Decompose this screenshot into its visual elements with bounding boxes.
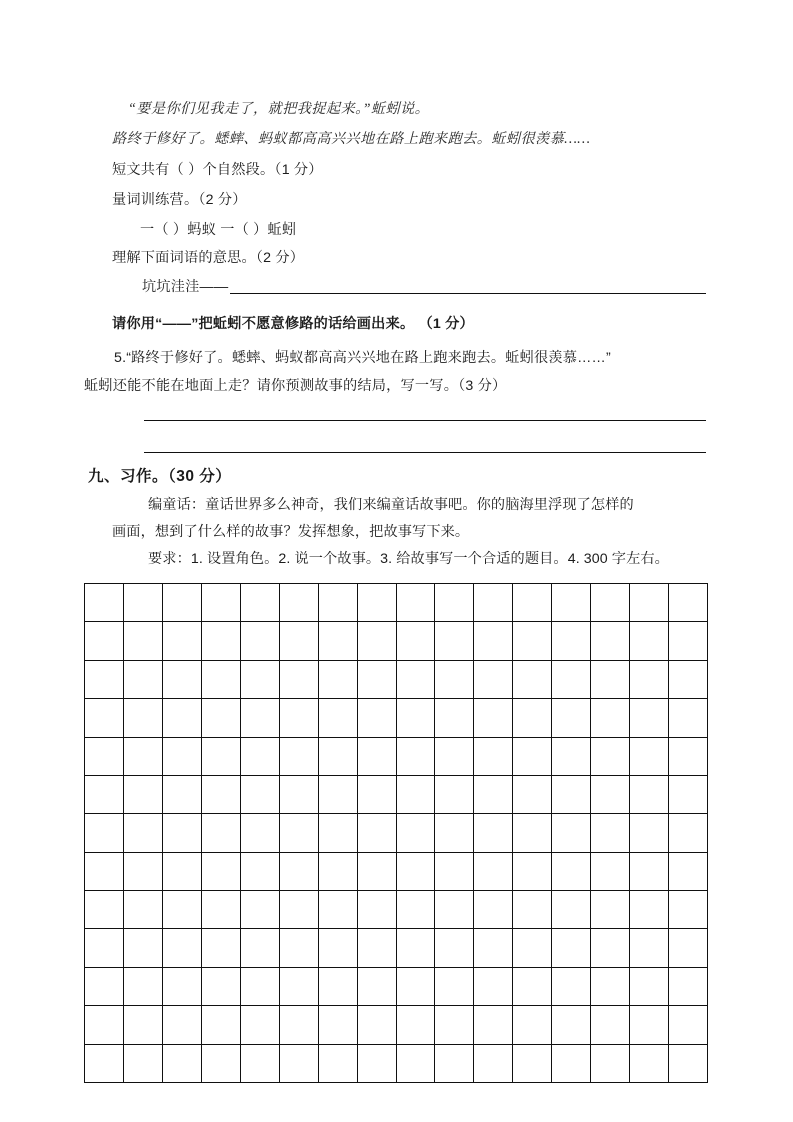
writing-grid-cell[interactable] (513, 622, 552, 660)
writing-grid-cell[interactable] (163, 1006, 202, 1044)
writing-grid-cell[interactable] (630, 929, 669, 967)
writing-grid-cell[interactable] (241, 738, 280, 776)
writing-grid-cell[interactable] (669, 699, 708, 737)
writing-grid-cell[interactable] (124, 661, 163, 699)
writing-grid-cell[interactable] (85, 929, 124, 967)
writing-grid-cell[interactable] (513, 891, 552, 929)
writing-grid-cell[interactable] (85, 738, 124, 776)
writing-grid-cell[interactable] (474, 661, 513, 699)
writing-grid-cell[interactable] (319, 1045, 358, 1083)
writing-grid-cell[interactable] (85, 776, 124, 814)
question-5-answer-rule-2[interactable] (144, 452, 706, 453)
question-1: 短文共有（ ）个自然段。（1 分） (112, 162, 323, 178)
writing-grid-cell[interactable] (591, 738, 630, 776)
writing-grid-cell[interactable] (319, 891, 358, 929)
writing-grid-cell[interactable] (280, 968, 319, 1006)
writing-grid-cell[interactable] (202, 1045, 241, 1083)
writing-grid-cell[interactable] (591, 661, 630, 699)
writing-grid-cell[interactable] (319, 776, 358, 814)
writing-grid-cell[interactable] (280, 738, 319, 776)
writing-grid-cell[interactable] (669, 1045, 708, 1083)
writing-grid-cell[interactable] (202, 1006, 241, 1044)
writing-grid-cell[interactable] (474, 738, 513, 776)
writing-grid-cell[interactable] (85, 699, 124, 737)
writing-grid-cell[interactable] (241, 1006, 280, 1044)
writing-grid-cell[interactable] (591, 853, 630, 891)
writing-grid-cell[interactable] (474, 853, 513, 891)
writing-grid-cell[interactable] (85, 853, 124, 891)
writing-grid-cell[interactable] (85, 814, 124, 852)
writing-grid-cell[interactable] (552, 776, 591, 814)
writing-grid-cell[interactable] (474, 814, 513, 852)
writing-grid-cell[interactable] (552, 814, 591, 852)
writing-grid-cell[interactable] (85, 584, 124, 622)
writing-grid-cell[interactable] (474, 622, 513, 660)
writing-grid-cell[interactable] (397, 929, 436, 967)
writing-grid-cell[interactable] (124, 1045, 163, 1083)
writing-grid-cell[interactable] (280, 699, 319, 737)
writing-grid-cell[interactable] (163, 1045, 202, 1083)
writing-grid-cell[interactable] (163, 661, 202, 699)
writing-grid-cell[interactable] (397, 853, 436, 891)
writing-grid-cell[interactable] (552, 929, 591, 967)
writing-grid-cell[interactable] (669, 776, 708, 814)
writing-grid-cell[interactable] (319, 661, 358, 699)
writing-grid-cell[interactable] (513, 738, 552, 776)
writing-grid-cell[interactable] (435, 1045, 474, 1083)
writing-grid-cell[interactable] (85, 622, 124, 660)
writing-grid-cell[interactable] (319, 853, 358, 891)
writing-grid-cell[interactable] (358, 929, 397, 967)
writing-grid-cell[interactable] (85, 661, 124, 699)
writing-grid-cell[interactable] (124, 814, 163, 852)
writing-grid-cell[interactable] (591, 814, 630, 852)
writing-grid-cell[interactable] (630, 622, 669, 660)
passage-line-1: “要是你们见我走了，就把我捉起来。”蚯蚓说。 (128, 101, 430, 117)
writing-grid-cell[interactable] (513, 1045, 552, 1083)
writing-grid-cell[interactable] (163, 853, 202, 891)
writing-grid-cell[interactable] (280, 622, 319, 660)
writing-grid-cell[interactable] (202, 853, 241, 891)
writing-grid-cell[interactable] (163, 622, 202, 660)
writing-grid-cell[interactable] (435, 891, 474, 929)
writing-grid-cell[interactable] (358, 584, 397, 622)
writing-grid-cell[interactable] (630, 1045, 669, 1083)
writing-grid-cell[interactable] (202, 699, 241, 737)
writing-grid-cell[interactable] (163, 891, 202, 929)
writing-grid-cell[interactable] (358, 814, 397, 852)
passage-line-2: 路终于修好了。蟋蟀、蚂蚁都高高兴兴地在路上跑来跑去。蚯蚓很羡慕…… (112, 131, 591, 147)
writing-grid-cell[interactable] (552, 1045, 591, 1083)
writing-grid-cell[interactable] (280, 814, 319, 852)
writing-grid-cell[interactable] (358, 968, 397, 1006)
writing-grid-cell[interactable] (397, 661, 436, 699)
writing-grid-cell[interactable] (124, 699, 163, 737)
writing-grid-cell[interactable] (552, 853, 591, 891)
writing-grid-cell[interactable] (435, 661, 474, 699)
writing-grid-cell[interactable] (552, 891, 591, 929)
writing-grid-cell[interactable] (669, 814, 708, 852)
writing-grid-cell[interactable] (163, 738, 202, 776)
writing-grid-cell[interactable] (358, 738, 397, 776)
writing-grid-cell[interactable] (435, 1006, 474, 1044)
writing-grid-cell[interactable] (591, 776, 630, 814)
writing-grid-cell[interactable] (358, 853, 397, 891)
writing-grid-cell[interactable] (591, 584, 630, 622)
writing-grid-cell[interactable] (552, 661, 591, 699)
writing-grid-cell[interactable] (124, 738, 163, 776)
writing-grid-cell[interactable] (591, 1045, 630, 1083)
writing-grid-cell[interactable] (630, 891, 669, 929)
writing-grid-cell[interactable] (669, 853, 708, 891)
question-3-answer-rule[interactable] (230, 293, 706, 294)
writing-grid-cell[interactable] (124, 776, 163, 814)
writing-grid-cell[interactable] (397, 699, 436, 737)
writing-grid-cell[interactable] (397, 1045, 436, 1083)
writing-grid-cell[interactable] (630, 968, 669, 1006)
writing-grid-cell[interactable] (474, 1045, 513, 1083)
writing-grid-cell[interactable] (513, 968, 552, 1006)
writing-grid-cell[interactable] (241, 699, 280, 737)
composition-writing-grid[interactable] (84, 583, 708, 1083)
writing-grid-cell[interactable] (513, 661, 552, 699)
composition-requirements: 要求：1. 设置角色。2. 说一个故事。3. 给故事写一个合适的题目。4. 300 字左右。 (148, 551, 669, 567)
writing-grid-cell[interactable] (591, 622, 630, 660)
writing-grid-cell[interactable] (163, 968, 202, 1006)
writing-grid-cell[interactable] (358, 661, 397, 699)
writing-grid-cell[interactable] (319, 738, 358, 776)
question-5-line-1: 5.“路终于修好了。蟋蟀、蚂蚁都高高兴兴地在路上跑来跑去。蚯蚓很羡慕……” (114, 350, 611, 366)
writing-grid-cell[interactable] (630, 584, 669, 622)
writing-grid-cell[interactable] (397, 891, 436, 929)
writing-grid-cell[interactable] (202, 661, 241, 699)
writing-grid-cell[interactable] (669, 968, 708, 1006)
writing-grid-cell[interactable] (124, 622, 163, 660)
writing-grid-cell[interactable] (124, 584, 163, 622)
writing-grid-cell[interactable] (280, 891, 319, 929)
writing-grid-cell[interactable] (241, 968, 280, 1006)
writing-grid-cell[interactable] (435, 622, 474, 660)
writing-grid-cell[interactable] (280, 1006, 319, 1044)
writing-grid-cell[interactable] (358, 891, 397, 929)
writing-grid-cell[interactable] (241, 891, 280, 929)
writing-grid-cell[interactable] (591, 968, 630, 1006)
writing-grid-cell[interactable] (202, 929, 241, 967)
writing-grid-cell[interactable] (474, 1006, 513, 1044)
writing-grid-cell[interactable] (397, 584, 436, 622)
writing-grid-cell[interactable] (241, 584, 280, 622)
writing-grid-cell[interactable] (202, 968, 241, 1006)
writing-grid-cell[interactable] (124, 929, 163, 967)
writing-grid-cell[interactable] (319, 968, 358, 1006)
writing-grid-cell[interactable] (513, 814, 552, 852)
writing-grid-cell[interactable] (358, 1045, 397, 1083)
writing-grid-cell[interactable] (552, 699, 591, 737)
writing-grid-cell[interactable] (358, 1006, 397, 1044)
writing-grid-cell[interactable] (280, 929, 319, 967)
writing-grid-cell[interactable] (280, 1045, 319, 1083)
writing-grid-cell[interactable] (474, 776, 513, 814)
writing-grid-cell[interactable] (552, 584, 591, 622)
writing-grid-cell[interactable] (474, 891, 513, 929)
writing-grid-cell[interactable] (319, 929, 358, 967)
writing-grid-cell[interactable] (319, 814, 358, 852)
writing-grid-cell[interactable] (163, 929, 202, 967)
writing-grid-cell[interactable] (280, 584, 319, 622)
writing-grid-cell[interactable] (552, 968, 591, 1006)
writing-grid-cell[interactable] (630, 1006, 669, 1044)
writing-grid-cell[interactable] (669, 584, 708, 622)
writing-grid-cell[interactable] (397, 1006, 436, 1044)
writing-grid-cell[interactable] (435, 584, 474, 622)
writing-grid-cell[interactable] (163, 814, 202, 852)
writing-grid-cell[interactable] (513, 699, 552, 737)
writing-grid-cell[interactable] (241, 853, 280, 891)
writing-grid-cell[interactable] (474, 584, 513, 622)
writing-grid-cell[interactable] (669, 891, 708, 929)
writing-grid-cell[interactable] (124, 1006, 163, 1044)
writing-grid-cell[interactable] (630, 699, 669, 737)
writing-grid-cell[interactable] (85, 968, 124, 1006)
writing-grid-cell[interactable] (358, 776, 397, 814)
writing-grid-cell[interactable] (85, 1006, 124, 1044)
writing-grid-cell[interactable] (591, 699, 630, 737)
writing-grid-cell[interactable] (435, 814, 474, 852)
writing-grid-cell[interactable] (435, 853, 474, 891)
writing-grid-cell[interactable] (202, 584, 241, 622)
writing-grid-cell[interactable] (513, 853, 552, 891)
writing-grid-cell[interactable] (513, 929, 552, 967)
writing-grid-cell[interactable] (513, 584, 552, 622)
writing-grid-cell[interactable] (280, 853, 319, 891)
question-5-answer-rule-1[interactable] (144, 420, 706, 421)
writing-grid-cell[interactable] (124, 891, 163, 929)
writing-grid-cell[interactable] (241, 661, 280, 699)
writing-grid-cell[interactable] (241, 1045, 280, 1083)
writing-grid-cell[interactable] (669, 738, 708, 776)
writing-grid-cell[interactable] (630, 776, 669, 814)
writing-grid-cell[interactable] (552, 622, 591, 660)
writing-grid-cell[interactable] (435, 929, 474, 967)
writing-grid-cell[interactable] (630, 853, 669, 891)
writing-grid-cell[interactable] (435, 699, 474, 737)
writing-grid-cell[interactable] (435, 738, 474, 776)
writing-grid-cell[interactable] (474, 929, 513, 967)
writing-grid-cell[interactable] (591, 891, 630, 929)
writing-grid-cell[interactable] (163, 699, 202, 737)
writing-grid-cell[interactable] (163, 584, 202, 622)
writing-grid-cell[interactable] (319, 699, 358, 737)
question-3: 理解下面词语的意思。（2 分） (112, 250, 305, 266)
question-2-blanks: 一（ ）蚂蚁 一（ ）蚯蚓 (140, 222, 297, 238)
writing-grid-cell[interactable] (241, 929, 280, 967)
writing-grid-cell[interactable] (280, 776, 319, 814)
writing-grid-cell[interactable] (397, 968, 436, 1006)
writing-grid-cell[interactable] (669, 1006, 708, 1044)
writing-grid-cell[interactable] (591, 1006, 630, 1044)
writing-grid-cell[interactable] (202, 891, 241, 929)
writing-grid-cell[interactable] (513, 1006, 552, 1044)
writing-grid-cell[interactable] (358, 622, 397, 660)
writing-grid-cell[interactable] (280, 661, 319, 699)
writing-grid-cell[interactable] (241, 814, 280, 852)
writing-grid-cell[interactable] (202, 814, 241, 852)
writing-grid-cell[interactable] (163, 776, 202, 814)
writing-grid-cell[interactable] (474, 968, 513, 1006)
question-5-line-2: 蚯蚓还能不能在地面上走？请你预测故事的结局，写一写。（3 分） (84, 378, 507, 394)
writing-grid-cell[interactable] (124, 968, 163, 1006)
writing-grid-cell[interactable] (397, 622, 436, 660)
writing-grid-cell[interactable] (669, 661, 708, 699)
writing-grid-cell[interactable] (435, 776, 474, 814)
writing-grid-cell[interactable] (513, 776, 552, 814)
writing-grid-cell[interactable] (85, 891, 124, 929)
writing-grid-cell[interactable] (319, 622, 358, 660)
writing-grid-cell[interactable] (124, 853, 163, 891)
writing-grid-cell[interactable] (435, 968, 474, 1006)
writing-grid-cell[interactable] (591, 929, 630, 967)
writing-grid-cell[interactable] (669, 622, 708, 660)
writing-grid-cell[interactable] (630, 738, 669, 776)
writing-grid-cell[interactable] (85, 1045, 124, 1083)
writing-grid-cell[interactable] (358, 699, 397, 737)
writing-grid-cell[interactable] (397, 814, 436, 852)
writing-grid-cell[interactable] (319, 584, 358, 622)
writing-grid-cell[interactable] (202, 738, 241, 776)
writing-grid-cell[interactable] (397, 776, 436, 814)
writing-grid-cell[interactable] (397, 738, 436, 776)
writing-grid-cell[interactable] (630, 814, 669, 852)
question-2: 量词训练营。（2 分） (112, 192, 247, 208)
section-heading-composition: 九、习作。（30 分） (88, 468, 232, 485)
question-3-term: 坑坑洼洼—— (142, 279, 229, 295)
writing-grid-cell[interactable] (552, 738, 591, 776)
writing-grid-cell[interactable] (474, 699, 513, 737)
writing-grid-cell[interactable] (202, 622, 241, 660)
writing-grid-cell[interactable] (630, 661, 669, 699)
writing-grid-cell[interactable] (241, 622, 280, 660)
composition-prompt-line-1: 编童话：童话世界多么神奇，我们来编童话故事吧。你的脑海里浮现了怎样的 (148, 497, 634, 513)
writing-grid-cell[interactable] (669, 929, 708, 967)
writing-grid-cell[interactable] (319, 1006, 358, 1044)
question-4: 请你用“——”把蚯蚓不愿意修路的话给画出来。 （1 分） (112, 316, 474, 332)
writing-grid-cell[interactable] (552, 1006, 591, 1044)
writing-grid-cell[interactable] (241, 776, 280, 814)
composition-prompt-line-2: 画面，想到了什么样的故事？发挥想象，把故事写下来。 (112, 524, 470, 540)
writing-grid-cell[interactable] (202, 776, 241, 814)
